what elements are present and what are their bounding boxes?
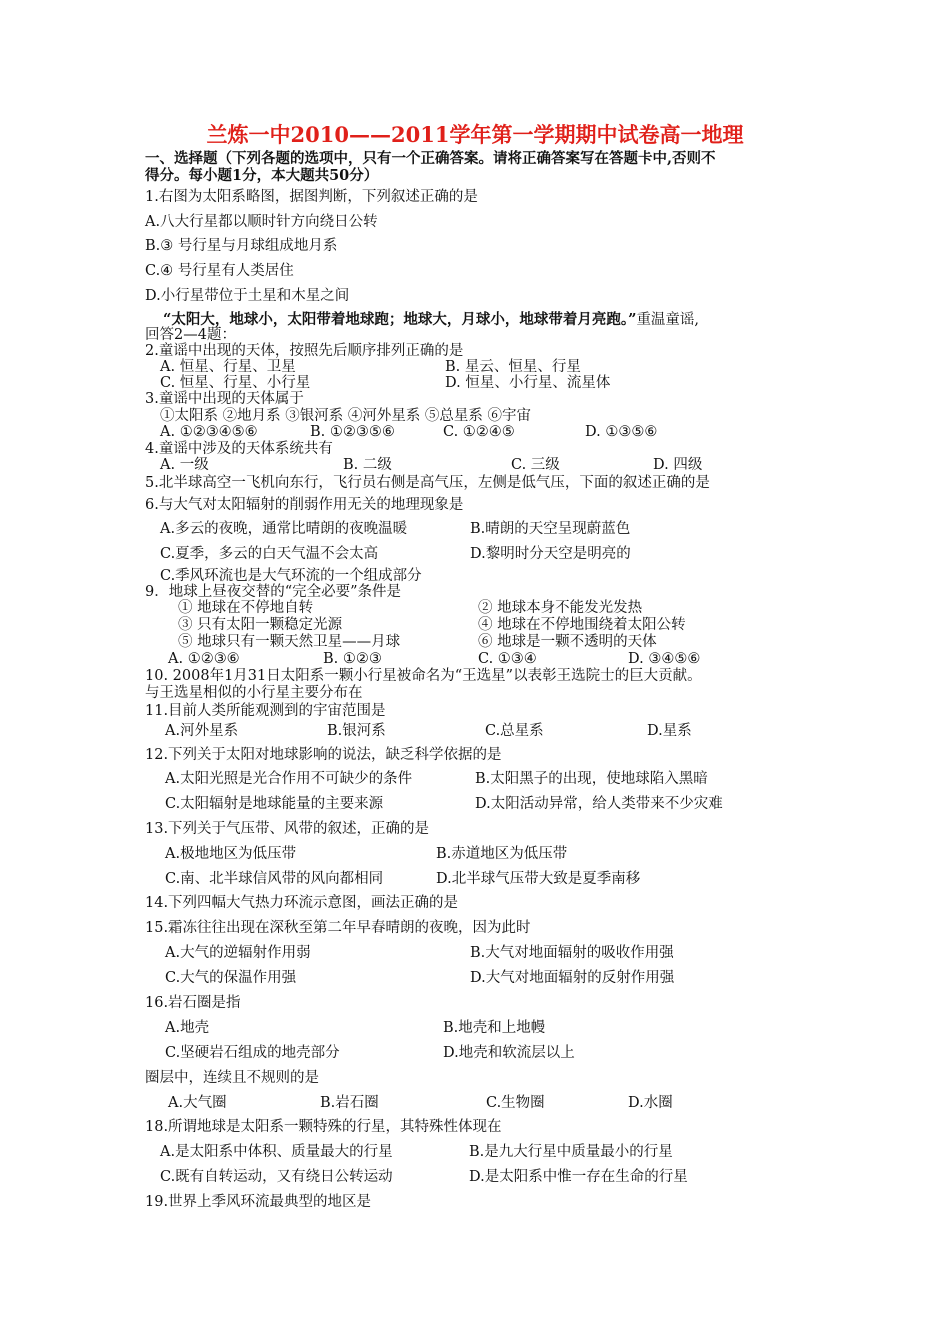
q12-option-d: D.太阳活动异常，给人类带来不少灾难 [475,796,723,812]
q9-item-1: ① 地球在不停地自转 [178,600,314,616]
q1-option-a: A.八大行星都以顺时针方向绕日公转 [145,214,378,230]
q2-option-a: A. 恒星、行星、卫星 [160,359,296,375]
q11-option-a: A.河外星系 [165,723,239,739]
q9-stem: 9．地球上昼夜交替的“完全必要”条件是 [145,584,402,600]
q18-option-d: D.是太阳系中惟一存在生命的行星 [469,1169,688,1185]
q15-stem: 15.霜冻往往出现在深秋至第二年早春晴朗的夜晚，因为此时 [145,920,531,936]
q15-option-a: A.大气的逆辐射作用弱 [165,945,311,961]
q13-option-a: A.极地地区为低压带 [165,846,297,862]
q3-items: ①太阳系 ②地月系 ③银河系 ④河外星系 ⑤总星系 ⑥宇宙 [160,408,532,424]
q11-option-c: C.总星系 [485,723,544,739]
section-heading-line2: 得分。每小题1分，本大题共50分） [145,167,379,184]
q11-option-b: B.银河系 [327,723,386,739]
q9-item-3: ③ 只有太阳一颗稳定光源 [178,617,343,633]
q16-option-d: D.地壳和软流层以上 [443,1045,575,1061]
q16-stem: 16.岩石圈是指 [145,995,241,1011]
q9-item-4: ④ 地球在不停地围绕着太阳公转 [478,617,686,633]
q15-option-d: D.大气对地面辐射的反射作用强 [470,970,675,986]
q17-option-a: A.大气圈 [168,1095,227,1111]
q3-stem: 3.童谣中出现的天体属于 [145,391,304,407]
passage-line2: 回答2—4题： [145,327,236,343]
q2-option-b: B. 星云、恒星、行星 [445,359,581,375]
q4-option-a: A. 一级 [160,457,209,473]
q13-option-d: D.北半球气压带大致是夏季南移 [436,871,641,887]
q6-option-b: B.晴朗的天空呈现蔚蓝色 [470,521,631,537]
q1-stem: 1.右图为太阳系略图，据图判断，下列叙述正确的是 [145,189,478,205]
q14-stem: 14.下列四幅大气热力环流示意图，画法正确的是 [145,895,459,911]
q1-option-b: B.③ 号行星与月球组成地月系 [145,238,338,254]
q15-option-c: C.大气的保温作用强 [165,970,297,986]
q4-option-b: B. 二级 [343,457,392,473]
q9-item-5: ⑤ 地球只有一颗天然卫星——月球 [178,634,401,650]
q9-item-2: ② 地球本身不能发光发热 [478,600,643,616]
section-heading-line1: 一、选择题（下列各题的选项中，只有一个正确答案。请将正确答案写在答题卡中,否则不 [145,150,716,167]
q12-stem: 12.下列关于太阳对地球影响的说法，缺乏科学依据的是 [145,747,502,763]
q3-option-b: B. ①②③⑤⑥ [310,424,395,440]
q6-stem: 6.与大气对太阳辐射的削弱作用无关的地理现象是 [145,497,464,513]
exam-title: 兰炼一中2010——2011学年第一学期期中试卷高一地理 [206,122,744,147]
q8-option-c: C.季风环流也是大气环流的一个组成部分 [160,568,422,584]
q13-stem: 13.下列关于气压带、风带的叙述，正确的是 [145,821,430,837]
q3-option-a: A. ①②③④⑤⑥ [160,424,258,440]
q18-option-b: B.是九大行星中质量最小的行星 [469,1144,673,1160]
q1-option-c: C.④ 号行星有人类居住 [145,263,294,279]
q10-line2: 与王选星相似的小行星主要分布在 [145,685,363,701]
q3-option-d: D. ①③⑤⑥ [585,424,658,440]
q2-option-d: D. 恒星、小行星、流星体 [445,375,611,391]
q13-option-c: C.南、北半球信风带的风向都相同 [165,871,384,887]
q17-stem: 圈层中，连续且不规则的是 [145,1070,319,1086]
q9-option-c: C. ①③④ [478,651,537,667]
q5-stem: 5.北半球高空一飞机向东行，飞行员右侧是高气压，左侧是低气压，下面的叙述正确的是 [145,475,710,491]
q2-stem: 2.童谣中出现的天体，按照先后顺序排列正确的是 [145,343,464,359]
q16-option-b: B.地壳和上地幔 [443,1020,546,1036]
passage-quote: “太阳大，地球小，太阳带着地球跑；地球大，月球小，地球带着月亮跑。” [163,311,637,328]
q18-option-a: A.是太阳系中体积、质量最大的行星 [160,1144,393,1160]
q6-option-c: C.夏季，多云的白天气温不会太高 [160,546,379,562]
passage-tail: 重温童谣, [636,312,700,328]
q1-option-d: D.小行星带位于土星和木星之间 [145,288,350,304]
q12-option-a: A.太阳光照是光合作用不可缺少的条件 [165,771,413,787]
q17-option-d: D.水圈 [628,1095,673,1111]
q4-option-d: D. 四级 [653,457,703,473]
q3-option-c: C. ①②④⑤ [443,424,515,440]
q11-option-d: D.星系 [647,723,692,739]
q17-option-b: B.岩石圈 [320,1095,379,1111]
q4-option-c: C. 三级 [511,457,560,473]
q10-stem: 10. 2008年1月31日太阳系一颗小行星被命名为“王选星”以表彰王选院士的巨大贡献。 [145,668,702,684]
q2-option-c: C. 恒星、行星、小行星 [160,375,311,391]
q6-option-a: A.多云的夜晚，通常比晴朗的夜晚温暖 [160,521,408,537]
q12-option-b: B.太阳黑子的出现，使地球陷入黑暗 [475,771,708,787]
q17-option-c: C.生物圈 [486,1095,545,1111]
q9-option-a: A. ①②③⑥ [168,651,240,667]
q9-option-b: B. ①②③ [323,651,382,667]
q9-item-6: ⑥ 地球是一颗不透明的天体 [478,634,657,650]
q13-option-b: B.赤道地区为低压带 [436,846,568,862]
q18-stem: 18.所谓地球是太阳系一颗特殊的行星，其特殊性体现在 [145,1119,502,1135]
q19-stem: 19.世界上季风环流最典型的地区是 [145,1194,372,1210]
q9-option-d: D. ③④⑤⑥ [628,651,701,667]
q16-option-a: A.地壳 [165,1020,210,1036]
q16-option-c: C.坚硬岩石组成的地壳部分 [165,1045,340,1061]
q11-stem: 11.目前人类所能观测到的宇宙范围是 [145,703,386,719]
q15-option-b: B.大气对地面辐射的吸收作用强 [470,945,674,961]
q12-option-c: C.太阳辐射是地球能量的主要来源 [165,796,384,812]
q4-stem: 4.童谣中涉及的天体系统共有 [145,441,333,457]
passage-line1 [163,311,699,329]
q18-option-c: C.既有自转运动，又有绕日公转运动 [160,1169,393,1185]
q6-option-d: D.黎明时分天空是明亮的 [470,546,631,562]
